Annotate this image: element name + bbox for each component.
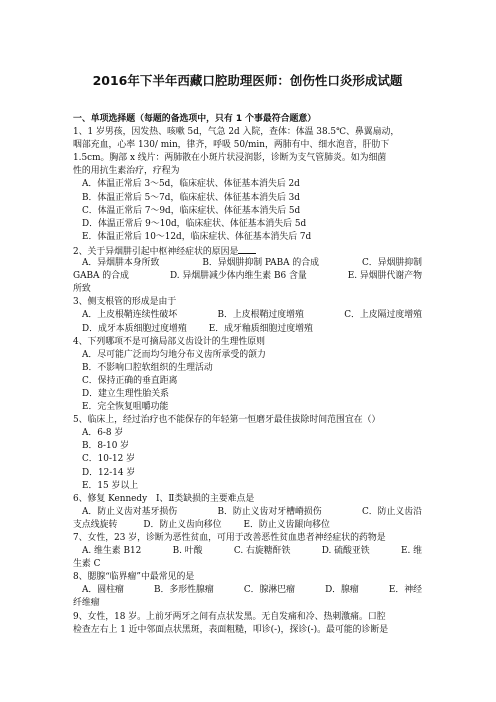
question-7-option-e-cont: 生素 C [73, 559, 101, 570]
question-4-option-b: B．不影响口腔软组织的生理活动 [82, 362, 213, 373]
question-8-option-c: C．腺淋巴瘤 [243, 585, 295, 596]
question-3-options-row-1 [73, 309, 422, 322]
question-7-options-row [73, 545, 422, 558]
question-5-option-c: C．10-12 岁 [82, 454, 135, 465]
question-7-option-a: A. 维生素 B12 [82, 546, 142, 557]
question-7-option-e: E. 维 [401, 546, 422, 557]
question-2-stem-text: 2、关于异烟肼引起中枢神经症状的原因是 [73, 246, 239, 257]
question-8-options-row [73, 584, 422, 597]
question-3-option-e: E．成牙釉质细胞过度增殖 [208, 323, 313, 334]
question-2-option-d: D. 异烟肼减少体内维生素 B6 含量 [169, 271, 307, 282]
question-3-option-c: C．上皮隔过度增殖 [344, 310, 422, 321]
question-1-line-3: 1.5cm。胸部 x 线片：两肺散在小斑片状浸润影，诊断为支气管肺炎。如为细菌 [73, 153, 387, 164]
question-6-options-row-1 [73, 506, 422, 519]
question-5-option-d: D．12-14 岁 [82, 467, 136, 478]
question-9-line-2: 检查左右上 1 近中邻面点状黑斑，表面粗糙，叩诊(-)，探诊(-)。最可能的诊断是 [73, 624, 389, 635]
question-6-option-c: C．防止义齿沿 [361, 506, 422, 517]
question-5-option-e: E．15 岁以上 [82, 480, 139, 491]
document-title: 2016年下半年西藏口腔助理医师：创伤性口炎形成试题 [92, 73, 403, 88]
question-8-option-b: B．多形性腺瘤 [153, 585, 214, 596]
question-2-option-e-cont: 所致 [73, 284, 91, 295]
question-2-option-c-cont: GABA 的合成 [73, 271, 129, 282]
question-2-stem [73, 244, 422, 257]
question-6-option-d: D．防止义齿向移位 [143, 519, 222, 530]
question-4-option-d: D．建立生理性胎关系 [82, 388, 169, 399]
question-9-line-1: 9、女性，18 岁。上前牙两牙之间有点状发黑。无自发痛和冷、热刺激痛。口腔 [73, 611, 386, 622]
question-6-options-row-2 [73, 519, 422, 532]
question-8-option-e-cont: 纤维瘤 [73, 598, 100, 609]
question-6-option-e: E．防止义齿龈向移位 [243, 519, 330, 530]
question-5-option-b: B．8-10 岁 [82, 441, 130, 452]
question-1-line-1: 1、1 岁男孩，因发热、咳嗽 5d，气急 2d 入院，查体：体温 38.5℃、鼻翼扇动， [73, 127, 400, 138]
question-7-stem: 7、女性，23 岁，诊断为恶性贫血，可用于改善恶性贫血患者神经症状的药物是 [73, 533, 386, 543]
question-6-option-b: B．防止义齿对牙槽嵴损伤 [217, 506, 322, 517]
question-7-option-b: B. 叶酸 [172, 546, 203, 557]
question-1-option-c: C．体温正常后 7～9d，临床症状、体征基本消失后 5d [82, 205, 301, 216]
question-1-option-b: B．体温正常后 5～7d，临床症状、体征基本消失后 3d [82, 192, 300, 203]
question-4-option-c: C．保持正确的垂直距离 [82, 375, 178, 386]
question-8-option-d: D．腺瘤 [325, 585, 359, 596]
question-1-line-4: 性的用抗生素治疗，疗程为 [73, 166, 180, 177]
question-1-option-e: E．体温正常后 10～12d，临床症状、体征基本消失后 7d [82, 231, 312, 242]
question-8-stem: 8、腮腺“临界瘤”中最常见的是 [73, 572, 195, 583]
question-1-line-2: 咽部充血，心率 130/ min，律齐，呼吸 50/min，两肺有中、细水泡音，肝肋下 [73, 140, 390, 151]
question-3-option-d: D．成牙本质细胞过度增殖 [82, 323, 187, 334]
question-3-stem: 3、侧支根管的形成是由于 [73, 297, 177, 308]
question-3-option-b: B．上皮根鞘过度增殖 [217, 310, 304, 321]
question-4-option-a: A．尽可能广泛而均匀地分布义齿所承受的颌力 [82, 349, 266, 360]
question-1-option-a: A．体温正常后 3～5d，临床症状、体征基本消失后 2d [82, 179, 300, 190]
question-3-option-a: A．上皮根鞘连续性破坏 [82, 310, 178, 321]
question-6-option-c-cont: 支点线旋转 [73, 519, 118, 530]
question-2-option-a: A．异烟肼本身所致 [82, 258, 160, 269]
question-7-option-d: D. 硫酸亚铁 [321, 546, 370, 557]
document-body [73, 113, 422, 637]
question-6-stem: 6、修复 Kennedy Ⅰ、Ⅱ类缺损的主要难点是 [73, 493, 255, 504]
question-8-option-a: A．圆柱瘤 [82, 585, 124, 596]
question-6-option-a: A．防止义齿对基牙损伤 [82, 506, 178, 517]
question-4-option-e: E．完全恢复咀嚼功能 [82, 402, 169, 413]
question-3-options-row-2 [73, 323, 422, 336]
question-2-option-e: E. 异烟肼代谢产物 [347, 271, 422, 282]
question-5-stem: 5、临床上，经过治疗也不能保存的年轻第一恒磨牙最佳拔除时间范围宜在（） [73, 415, 381, 426]
question-8-option-e: E．神经 [388, 585, 422, 596]
question-2-option-c: C．异烟肼抑制 [361, 258, 422, 269]
section-heading: 一、单项选择题（每题的备选项中，只有 1 个事最符合题意） [73, 114, 317, 124]
question-2-option-b: B．异烟肼抑制 PABA 的合成 [202, 258, 319, 269]
question-5-option-a: A．6-8 岁 [82, 428, 124, 439]
question-2-options-row-1 [73, 257, 422, 270]
question-2-options-row-2 [73, 270, 422, 283]
question-7-option-c: C. 右旋糖酐铁 [233, 546, 291, 557]
answer-blank [238, 244, 256, 254]
question-4-stem: 4、下列哪项不是可摘局部义齿设计的生理性原则 [73, 336, 266, 347]
question-1-option-d: D．体温正常后 9～10d，临床症状、体征基本消失后 5d [82, 218, 307, 229]
